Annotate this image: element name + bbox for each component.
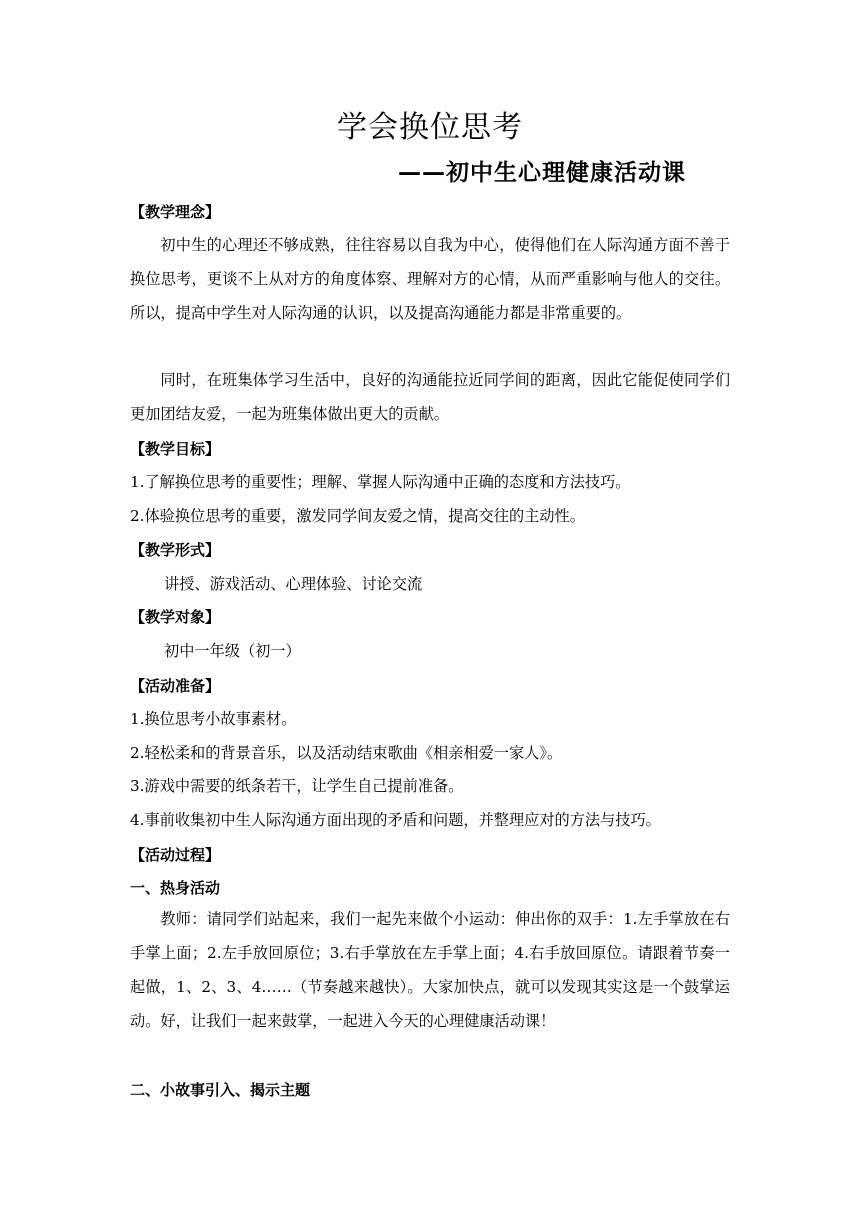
section-heading-philosophy: 【教学理念】 — [130, 203, 221, 221]
section-heading-audience: 【教学对象】 — [130, 608, 221, 626]
section-heading-form: 【教学形式】 — [130, 541, 221, 559]
document-title: 学会换位思考 — [337, 110, 523, 145]
section-heading-goals: 【教学目标】 — [130, 440, 221, 458]
goal-item-2: 2.体验换位思考的重要，激发同学间友爱之情，提高交往的主动性。 — [130, 507, 585, 525]
goal-item-1: 1.了解换位思考的重要性；理解、掌握人际沟通中正确的态度和方法技巧。 — [130, 473, 631, 491]
preparation-item-4: 4.事前收集初中生人际沟通方面出现的矛盾和问题，并整理应对的方法与技巧。 — [130, 811, 661, 829]
audience-text: 初中一年级（初一） — [164, 642, 301, 660]
philosophy-paragraph-2: 同时，在班集体学习生活中，良好的沟通能拉近同学间的距离，因此它能促使同学们更加团结友爱，一起为班集体做出更大的贡献。 — [130, 371, 730, 423]
section-heading-process: 【活动过程】 — [130, 846, 221, 864]
section-heading-preparation: 【活动准备】 — [130, 677, 221, 695]
process-step2-heading: 二、小故事引入、揭示主题 — [130, 1081, 311, 1099]
process-step1-heading: 一、热身活动 — [130, 879, 221, 897]
preparation-item-3: 3.游戏中需要的纸条若干，让学生自己提前准备。 — [130, 777, 464, 795]
process-step1-paragraph: 教师：请同学们站起来，我们一起先来做个小运动：伸出你的双手：1.左手掌放在右手掌上面；2.左手放回原位；3.右手掌放在左手掌上面；4.右手放回原位。请跟着节奏一起做，1、2、3、4……（节奏越来越快）。大家加快点，就可以发现其实这是一个鼓掌运动。好，让我们一起来鼓掌，一起进入今天的心理健康活动课！ — [130, 910, 730, 1030]
philosophy-paragraph-1: 初中生的心理还不够成熟，往往容易以自我为中心，使得他们在人际沟通方面不善于换位思考，更谈不上从对方的角度体察、理解对方的心情，从而严重影响与他人的交往。所以，提高中学生对人际沟通的认识，以及提高沟通能力都是非常重要的。 — [130, 236, 730, 322]
preparation-item-2: 2.轻松柔和的背景音乐，以及活动结束歌曲《相亲相爱一家人》。 — [130, 744, 563, 762]
preparation-item-1: 1.换位思考小故事素材。 — [130, 710, 297, 728]
document-subtitle: ——初中生心理健康活动课 — [398, 160, 686, 186]
form-text: 讲授、游戏活动、心理体验、讨论交流 — [164, 575, 423, 593]
